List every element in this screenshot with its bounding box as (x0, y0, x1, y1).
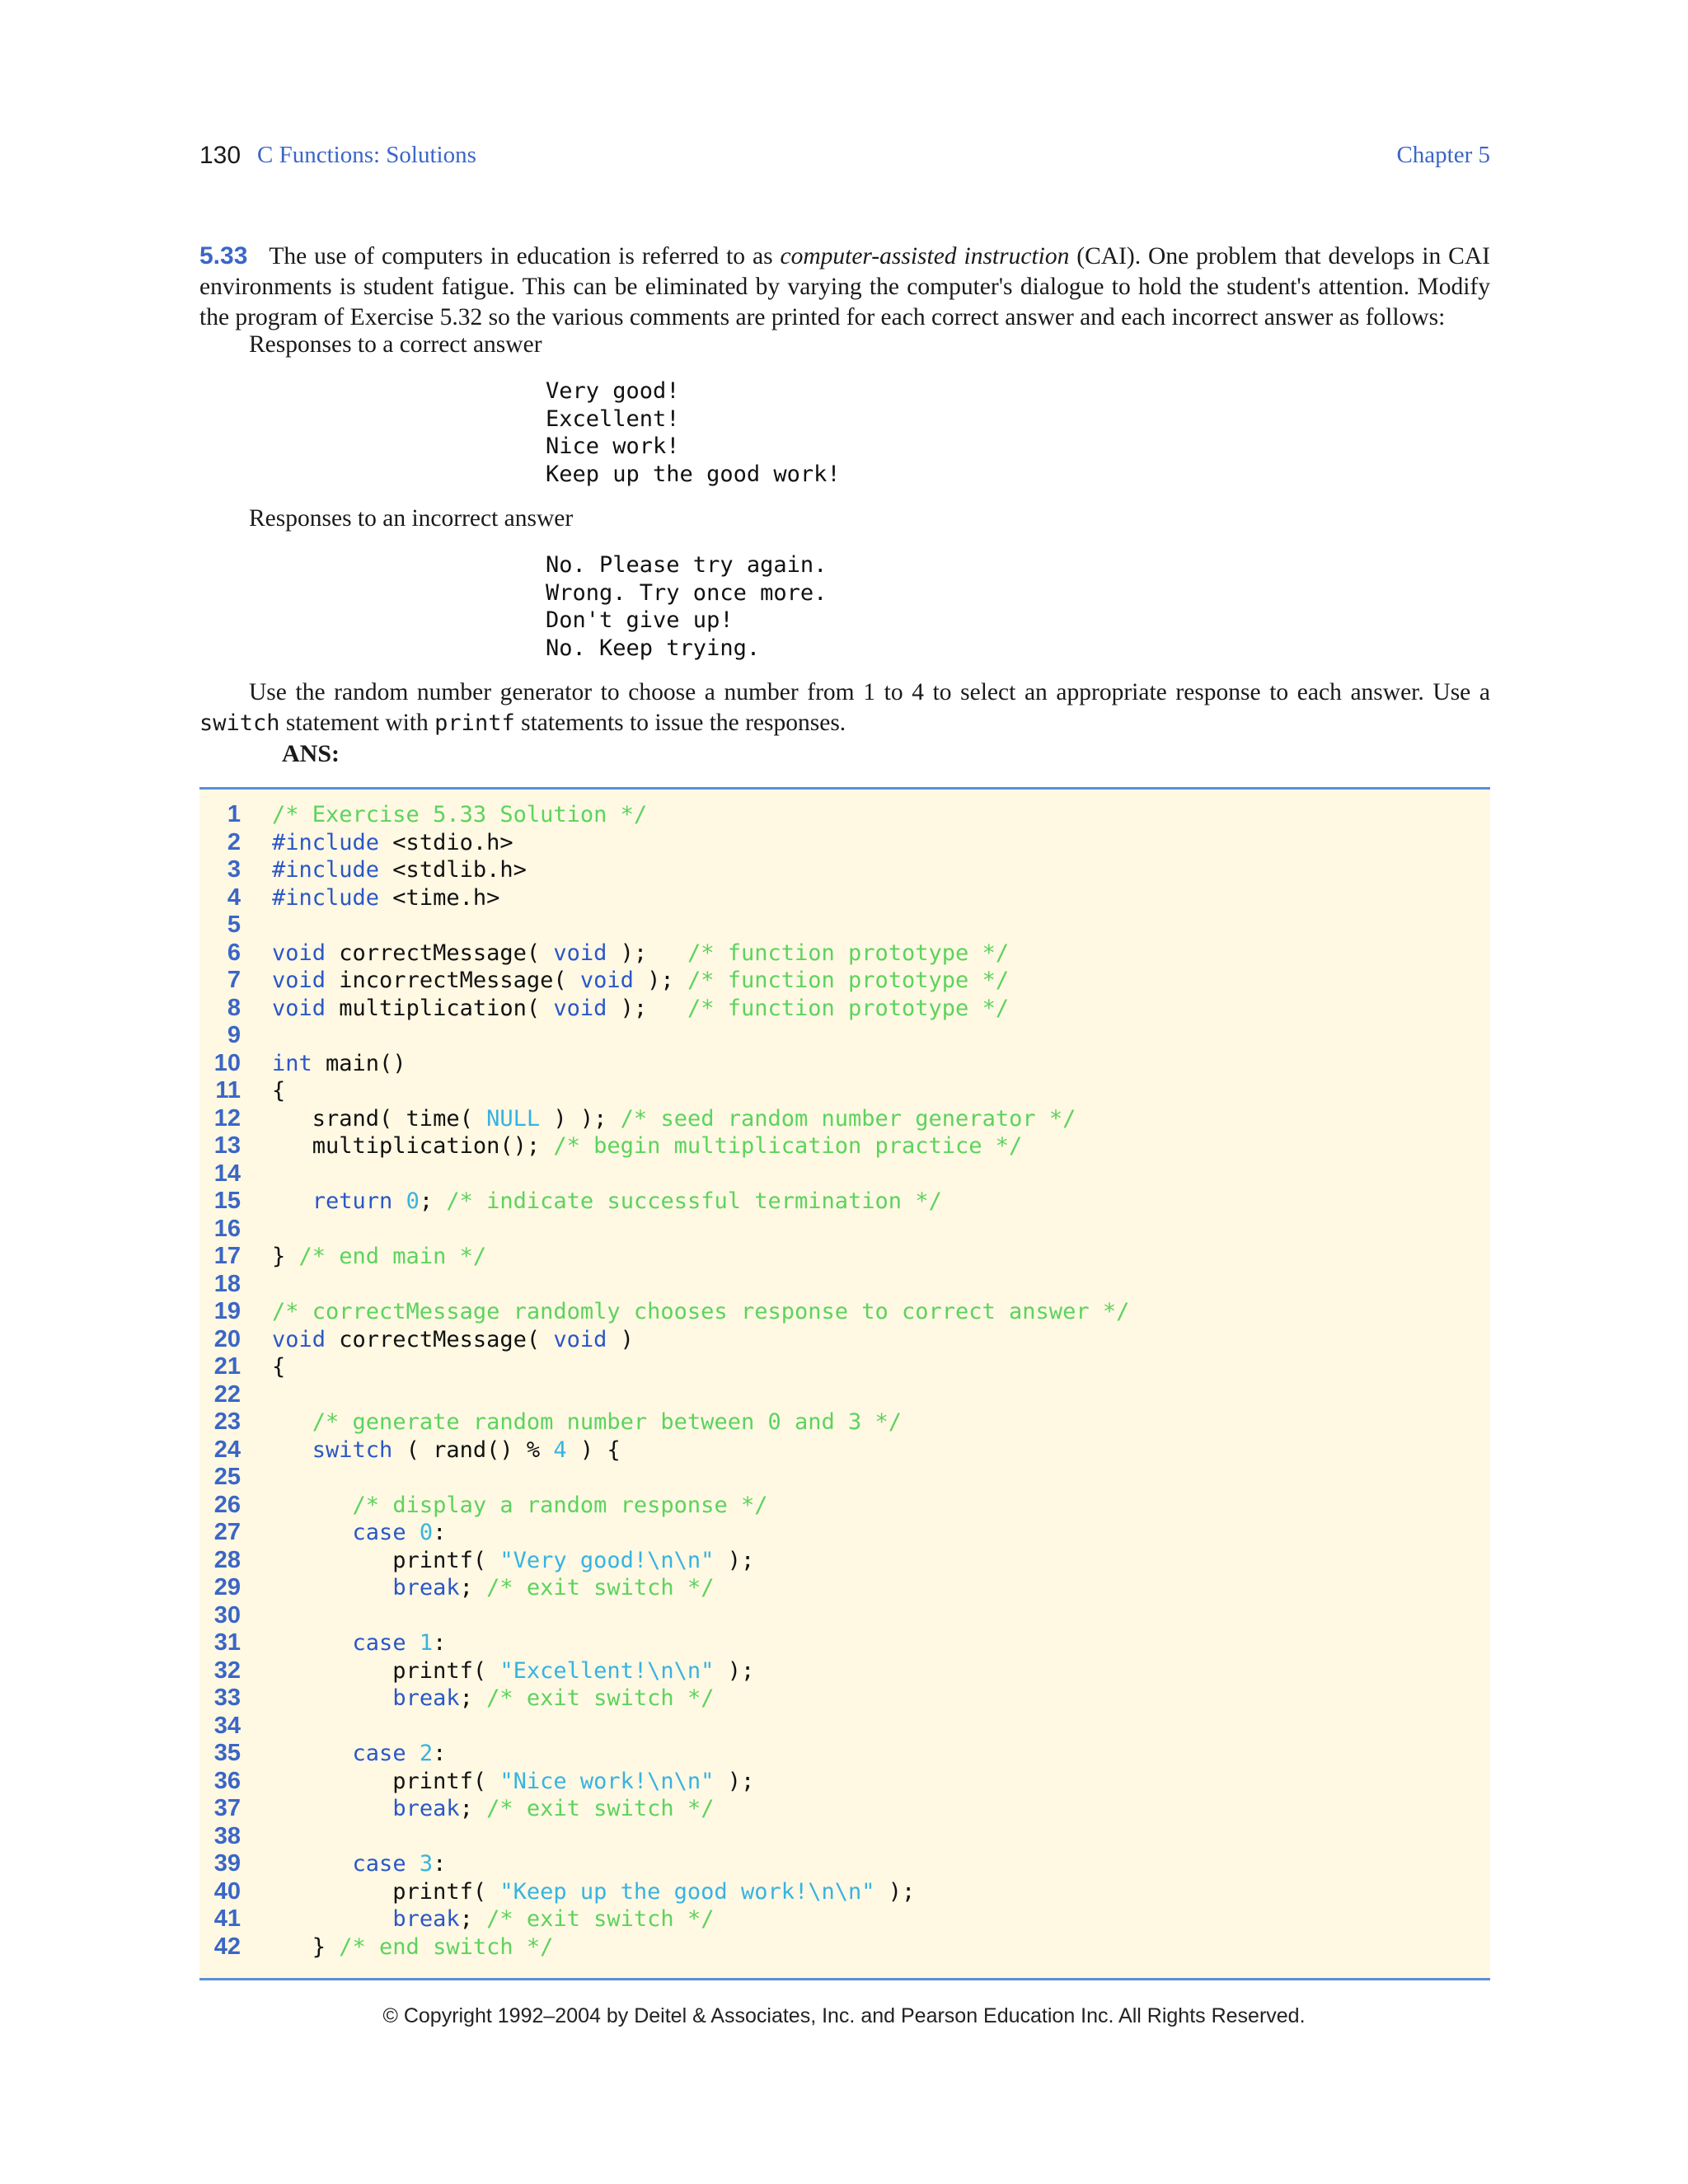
code-token (406, 1520, 420, 1545)
code-token (392, 1188, 406, 1214)
code-line (199, 1022, 1490, 1050)
code-text (272, 1574, 714, 1602)
line-number: 37 (213, 1795, 241, 1821)
line-number: 40 (213, 1877, 241, 1905)
code-keyword: return (312, 1188, 393, 1214)
code-token (406, 1741, 420, 1766)
code-keyword: void (553, 995, 607, 1021)
code-line (199, 1547, 1490, 1575)
code-token: { (272, 1078, 286, 1104)
code-comment: /* exit switch */ (486, 1575, 715, 1601)
code-line (199, 1574, 1490, 1602)
incorrect-response: Wrong. Try once more. (546, 579, 828, 606)
line-number: 15 (213, 1188, 241, 1214)
line-number: 8 (227, 994, 241, 1021)
instruction-text-3: statements to issue the responses. (514, 710, 846, 736)
code-text (272, 1629, 446, 1657)
code-line (199, 1326, 1490, 1354)
code-text (272, 1685, 714, 1713)
code-keyword: void (553, 940, 607, 966)
code-line (199, 1271, 1490, 1299)
exercise-statement (199, 241, 1490, 333)
code-text (272, 1188, 942, 1216)
code-comment: /* exit switch */ (486, 1906, 715, 1932)
code-token: ( rand() % (392, 1436, 554, 1463)
code-comment: /* function prototype */ (687, 995, 1010, 1021)
code-line (199, 801, 1490, 829)
code-literal: 3 (419, 1851, 434, 1877)
code-text (272, 856, 527, 884)
incorrect-response: Don't give up! (546, 607, 734, 633)
code-line (199, 1768, 1490, 1796)
code-comment: /* correctMessage randomly chooses response to correct answer */ (272, 1299, 1130, 1324)
code-line (199, 1077, 1490, 1105)
code-text (272, 940, 1009, 968)
correct-response: Keep up the good work! (546, 461, 841, 487)
correct-responses-list (546, 377, 841, 488)
code-text (272, 1077, 285, 1105)
incorrect-response: No. Keep trying. (546, 635, 761, 661)
code-text (272, 1933, 553, 1961)
instruction-text-1: Use the random number generator to choose a number from 1 to 4 to select an appropriate response to each answer. Use a (249, 679, 1490, 705)
code-literal: "Very good!\n\n" (499, 1547, 715, 1573)
code-token: ; (459, 1685, 487, 1711)
line-number: 41 (213, 1905, 241, 1932)
code-line (199, 1905, 1490, 1933)
code-text (272, 967, 1009, 995)
code-text (272, 1547, 754, 1575)
line-number: 3 (227, 856, 241, 883)
line-number: 1 (227, 801, 241, 827)
code-token: correctMessage( (326, 940, 554, 966)
code-token (272, 1520, 353, 1545)
code-token (272, 1851, 353, 1877)
code-token: <stdio.h> (379, 829, 513, 855)
code-comment: /* seed random number generator */ (620, 1105, 1076, 1132)
code-text (272, 1132, 1022, 1160)
code-keyword: #include (272, 829, 380, 855)
code-literal: 1 (419, 1630, 434, 1656)
code-comment: /* generate random number between 0 and 3 */ (312, 1409, 903, 1435)
code-line (199, 940, 1490, 968)
code-token: ; (459, 1796, 487, 1821)
line-number: 12 (213, 1104, 241, 1132)
line-number: 32 (213, 1657, 241, 1684)
code-listing (199, 787, 1490, 1980)
code-line (199, 1243, 1490, 1271)
code-token: ); (874, 1878, 916, 1905)
code-text (272, 801, 647, 829)
copyright-footer: © Copyright 1992–2004 by Deitel & Associates, Inc. and Pearson Education Inc. All Rights Reserved. (382, 2004, 1306, 2027)
line-number: 36 (213, 1767, 241, 1794)
code-line (199, 1160, 1490, 1188)
code-comment: /* Exercise 5.33 Solution */ (272, 802, 648, 827)
code-line (199, 856, 1490, 884)
incorrect-response: No. Please try again. (546, 552, 828, 578)
code-line (199, 1713, 1490, 1741)
code-line (199, 1464, 1490, 1492)
line-number: 6 (227, 939, 241, 966)
line-number: 28 (213, 1546, 241, 1573)
code-keyword: case (352, 1630, 406, 1656)
line-number: 42 (213, 1933, 241, 1960)
code-token: } (272, 1933, 340, 1960)
code-token (406, 1630, 420, 1656)
line-number: 19 (213, 1298, 241, 1324)
correct-response: Excellent! (546, 405, 680, 432)
code-comment: /* exit switch */ (486, 1685, 715, 1711)
code-keyword: break (392, 1796, 460, 1821)
code-text (272, 1492, 767, 1520)
code-token: ) (607, 1326, 634, 1352)
line-number: 10 (213, 1049, 241, 1076)
code-line (199, 884, 1490, 912)
running-title: C Functions: Solutions (257, 142, 476, 168)
code-keyword: void (272, 940, 326, 966)
code-text (272, 884, 499, 912)
code-keyword: int (272, 1050, 312, 1076)
code-token: ; (459, 1575, 487, 1601)
code-literal: 4 (553, 1436, 567, 1463)
code-token: : (433, 1520, 447, 1545)
code-token: ); (714, 1547, 755, 1573)
code-text (272, 1298, 1129, 1326)
code-token: srand( time( (272, 1105, 487, 1132)
line-number: 14 (213, 1160, 241, 1187)
line-number: 31 (213, 1629, 241, 1656)
code-token: } (272, 1244, 299, 1269)
code-token: ); (607, 995, 687, 1021)
code-text (272, 1878, 915, 1906)
code-token: : (433, 1741, 447, 1766)
code-token: ) ); (540, 1105, 621, 1132)
code-literal: "Keep up the good work!\n\n" (499, 1878, 875, 1905)
code-token (272, 1630, 353, 1656)
code-token: ; (459, 1906, 487, 1932)
code-keyword: break (392, 1906, 460, 1932)
code-line (199, 1436, 1490, 1465)
code-text (272, 1050, 406, 1078)
correct-response: Very good! (546, 378, 680, 404)
code-literal: 2 (419, 1741, 434, 1766)
code-token: : (433, 1630, 447, 1656)
line-number: 4 (227, 883, 241, 911)
code-line (199, 1408, 1490, 1436)
line-number: 39 (213, 1850, 241, 1877)
line-number: 11 (215, 1077, 241, 1104)
code-comment: /* function prototype */ (687, 968, 1010, 993)
code-text (272, 1436, 621, 1465)
instruction-code-printf: printf (434, 710, 515, 736)
code-line (199, 1823, 1490, 1851)
line-number: 29 (213, 1574, 241, 1601)
code-token (272, 1906, 392, 1932)
correct-responses-label: Responses to a correct answer (249, 331, 542, 358)
code-text (272, 1657, 754, 1685)
code-token: : (433, 1851, 447, 1877)
code-token: printf( (272, 1657, 500, 1684)
line-number: 34 (213, 1712, 241, 1739)
code-literal: 0 (419, 1520, 434, 1545)
code-text (272, 1768, 754, 1796)
chapter-label: Chapter 5 (1396, 142, 1490, 168)
code-comment: /* end switch */ (339, 1933, 554, 1960)
line-number: 16 (213, 1215, 241, 1242)
code-token (272, 1493, 353, 1518)
code-keyword: break (392, 1685, 460, 1711)
line-number: 7 (227, 967, 241, 993)
code-token (272, 1741, 353, 1766)
code-literal: 0 (406, 1188, 420, 1214)
exercise-text-1: The use of computers in education is referred to as (269, 243, 781, 269)
code-keyword: #include (272, 884, 380, 911)
code-token: ) { (566, 1436, 621, 1463)
code-keyword: switch (312, 1436, 393, 1463)
incorrect-responses-label: Responses to an incorrect answer (249, 505, 574, 532)
code-comment: /* function prototype */ (687, 940, 1010, 966)
code-token (272, 1575, 392, 1601)
code-keyword: case (352, 1851, 406, 1877)
code-token (272, 1437, 312, 1463)
line-number: 17 (213, 1243, 241, 1269)
code-text (272, 1850, 446, 1878)
code-keyword: void (272, 1326, 326, 1352)
line-number: 30 (213, 1601, 241, 1629)
code-line (199, 1657, 1490, 1685)
code-line (199, 912, 1490, 940)
code-line (199, 1298, 1490, 1326)
code-token: { (272, 1354, 286, 1380)
code-line (199, 1492, 1490, 1520)
code-keyword: break (392, 1575, 460, 1601)
code-comment: /* display a random response */ (352, 1492, 768, 1518)
line-number: 5 (227, 912, 241, 938)
code-line (199, 1740, 1490, 1768)
code-text (272, 1353, 285, 1381)
code-token: main() (312, 1050, 406, 1076)
code-line (199, 1105, 1490, 1133)
code-token: printf( (272, 1878, 500, 1905)
code-line (199, 995, 1490, 1023)
code-token: ); (714, 1657, 755, 1684)
line-number: 21 (213, 1353, 241, 1380)
code-token: <time.h> (379, 884, 500, 911)
code-line (199, 1132, 1490, 1160)
code-text (272, 1519, 446, 1547)
code-text (272, 1795, 714, 1823)
code-line (199, 1629, 1490, 1657)
code-line (199, 1519, 1490, 1547)
code-line (199, 1795, 1490, 1823)
page-header (199, 140, 1490, 176)
code-comment: /* indicate successful termination */ (446, 1188, 942, 1214)
code-text (272, 995, 1009, 1023)
exercise-term: computer-assisted instruction (780, 243, 1070, 269)
code-text (272, 1905, 714, 1933)
code-token: correctMessage( (326, 1326, 554, 1352)
code-line (199, 1878, 1490, 1906)
line-number: 23 (213, 1408, 241, 1435)
code-token (406, 1851, 420, 1877)
code-line (199, 1381, 1490, 1409)
code-keyword: case (352, 1741, 406, 1766)
code-line (199, 1685, 1490, 1713)
code-token: ); (633, 968, 687, 993)
code-comment: /* begin multiplication practice */ (553, 1133, 1023, 1159)
correct-response: Nice work! (546, 434, 680, 459)
code-text (272, 1740, 446, 1768)
line-number: 27 (213, 1519, 241, 1545)
code-line (199, 1353, 1490, 1381)
line-number: 25 (213, 1464, 241, 1490)
exercise-number: 5.33 (199, 242, 248, 269)
line-number: 35 (213, 1740, 241, 1766)
code-keyword: #include (272, 857, 380, 883)
code-line (199, 967, 1490, 995)
code-token: ); (714, 1768, 755, 1794)
code-comment: /* exit switch */ (486, 1796, 715, 1821)
incorrect-responses-list (546, 551, 827, 662)
code-comment: /* end main */ (298, 1244, 487, 1269)
code-text (272, 1408, 902, 1436)
code-token (272, 1685, 392, 1711)
code-line (199, 1850, 1490, 1878)
exercise-text-2: (CAI). One problem that develops in CAI environments is student fatigue. This can be eliminated by varying the computer's dialogue to hold the student's attention. Modify the program of Exercise 5.32 so the various comments are printed for each correct answer and each incorrect answer as follows: (199, 243, 1490, 330)
code-text (272, 1105, 1076, 1133)
ans-label: ANS: (282, 740, 340, 767)
code-token: multiplication(); (272, 1133, 554, 1159)
line-number: 18 (213, 1270, 241, 1297)
code-keyword: case (352, 1520, 406, 1545)
code-token (272, 1188, 312, 1214)
code-token (272, 1796, 392, 1821)
page-number: 130 (199, 142, 241, 169)
code-token: incorrectMessage( (326, 968, 580, 993)
code-keyword: void (553, 1326, 607, 1352)
code-text (272, 1243, 486, 1271)
line-number: 26 (213, 1491, 241, 1518)
code-token: <stdlib.h> (379, 857, 527, 883)
code-literal: "Excellent!\n\n" (499, 1657, 715, 1684)
code-line (199, 1602, 1490, 1630)
code-token: printf( (272, 1547, 500, 1573)
code-line (199, 829, 1490, 857)
line-number: 38 (213, 1822, 241, 1849)
code-token: ; (419, 1188, 447, 1214)
code-token: printf( (272, 1768, 500, 1794)
code-literal: NULL (486, 1105, 541, 1132)
code-line (199, 1050, 1490, 1078)
code-literal: "Nice work!\n\n" (499, 1768, 715, 1794)
code-line (199, 1188, 1490, 1216)
instruction-text-2: statement with (279, 710, 435, 736)
line-number: 24 (213, 1436, 241, 1463)
code-token (272, 1409, 312, 1435)
line-number: 22 (213, 1380, 241, 1408)
code-text (272, 1326, 634, 1354)
code-keyword: void (272, 968, 326, 993)
code-line (199, 1933, 1490, 1961)
line-number: 20 (213, 1325, 241, 1352)
code-keyword: void (579, 968, 634, 993)
code-text (272, 829, 513, 857)
line-number: 2 (227, 828, 241, 855)
code-line (199, 1216, 1490, 1244)
code-token: ); (607, 940, 687, 966)
line-number: 33 (213, 1685, 241, 1711)
code-keyword: void (272, 995, 326, 1021)
instruction-paragraph (199, 677, 1490, 738)
instruction-code-switch: switch (199, 710, 280, 736)
code-token: multiplication( (326, 995, 554, 1021)
line-number: 13 (213, 1132, 241, 1159)
line-number: 9 (227, 1022, 241, 1048)
